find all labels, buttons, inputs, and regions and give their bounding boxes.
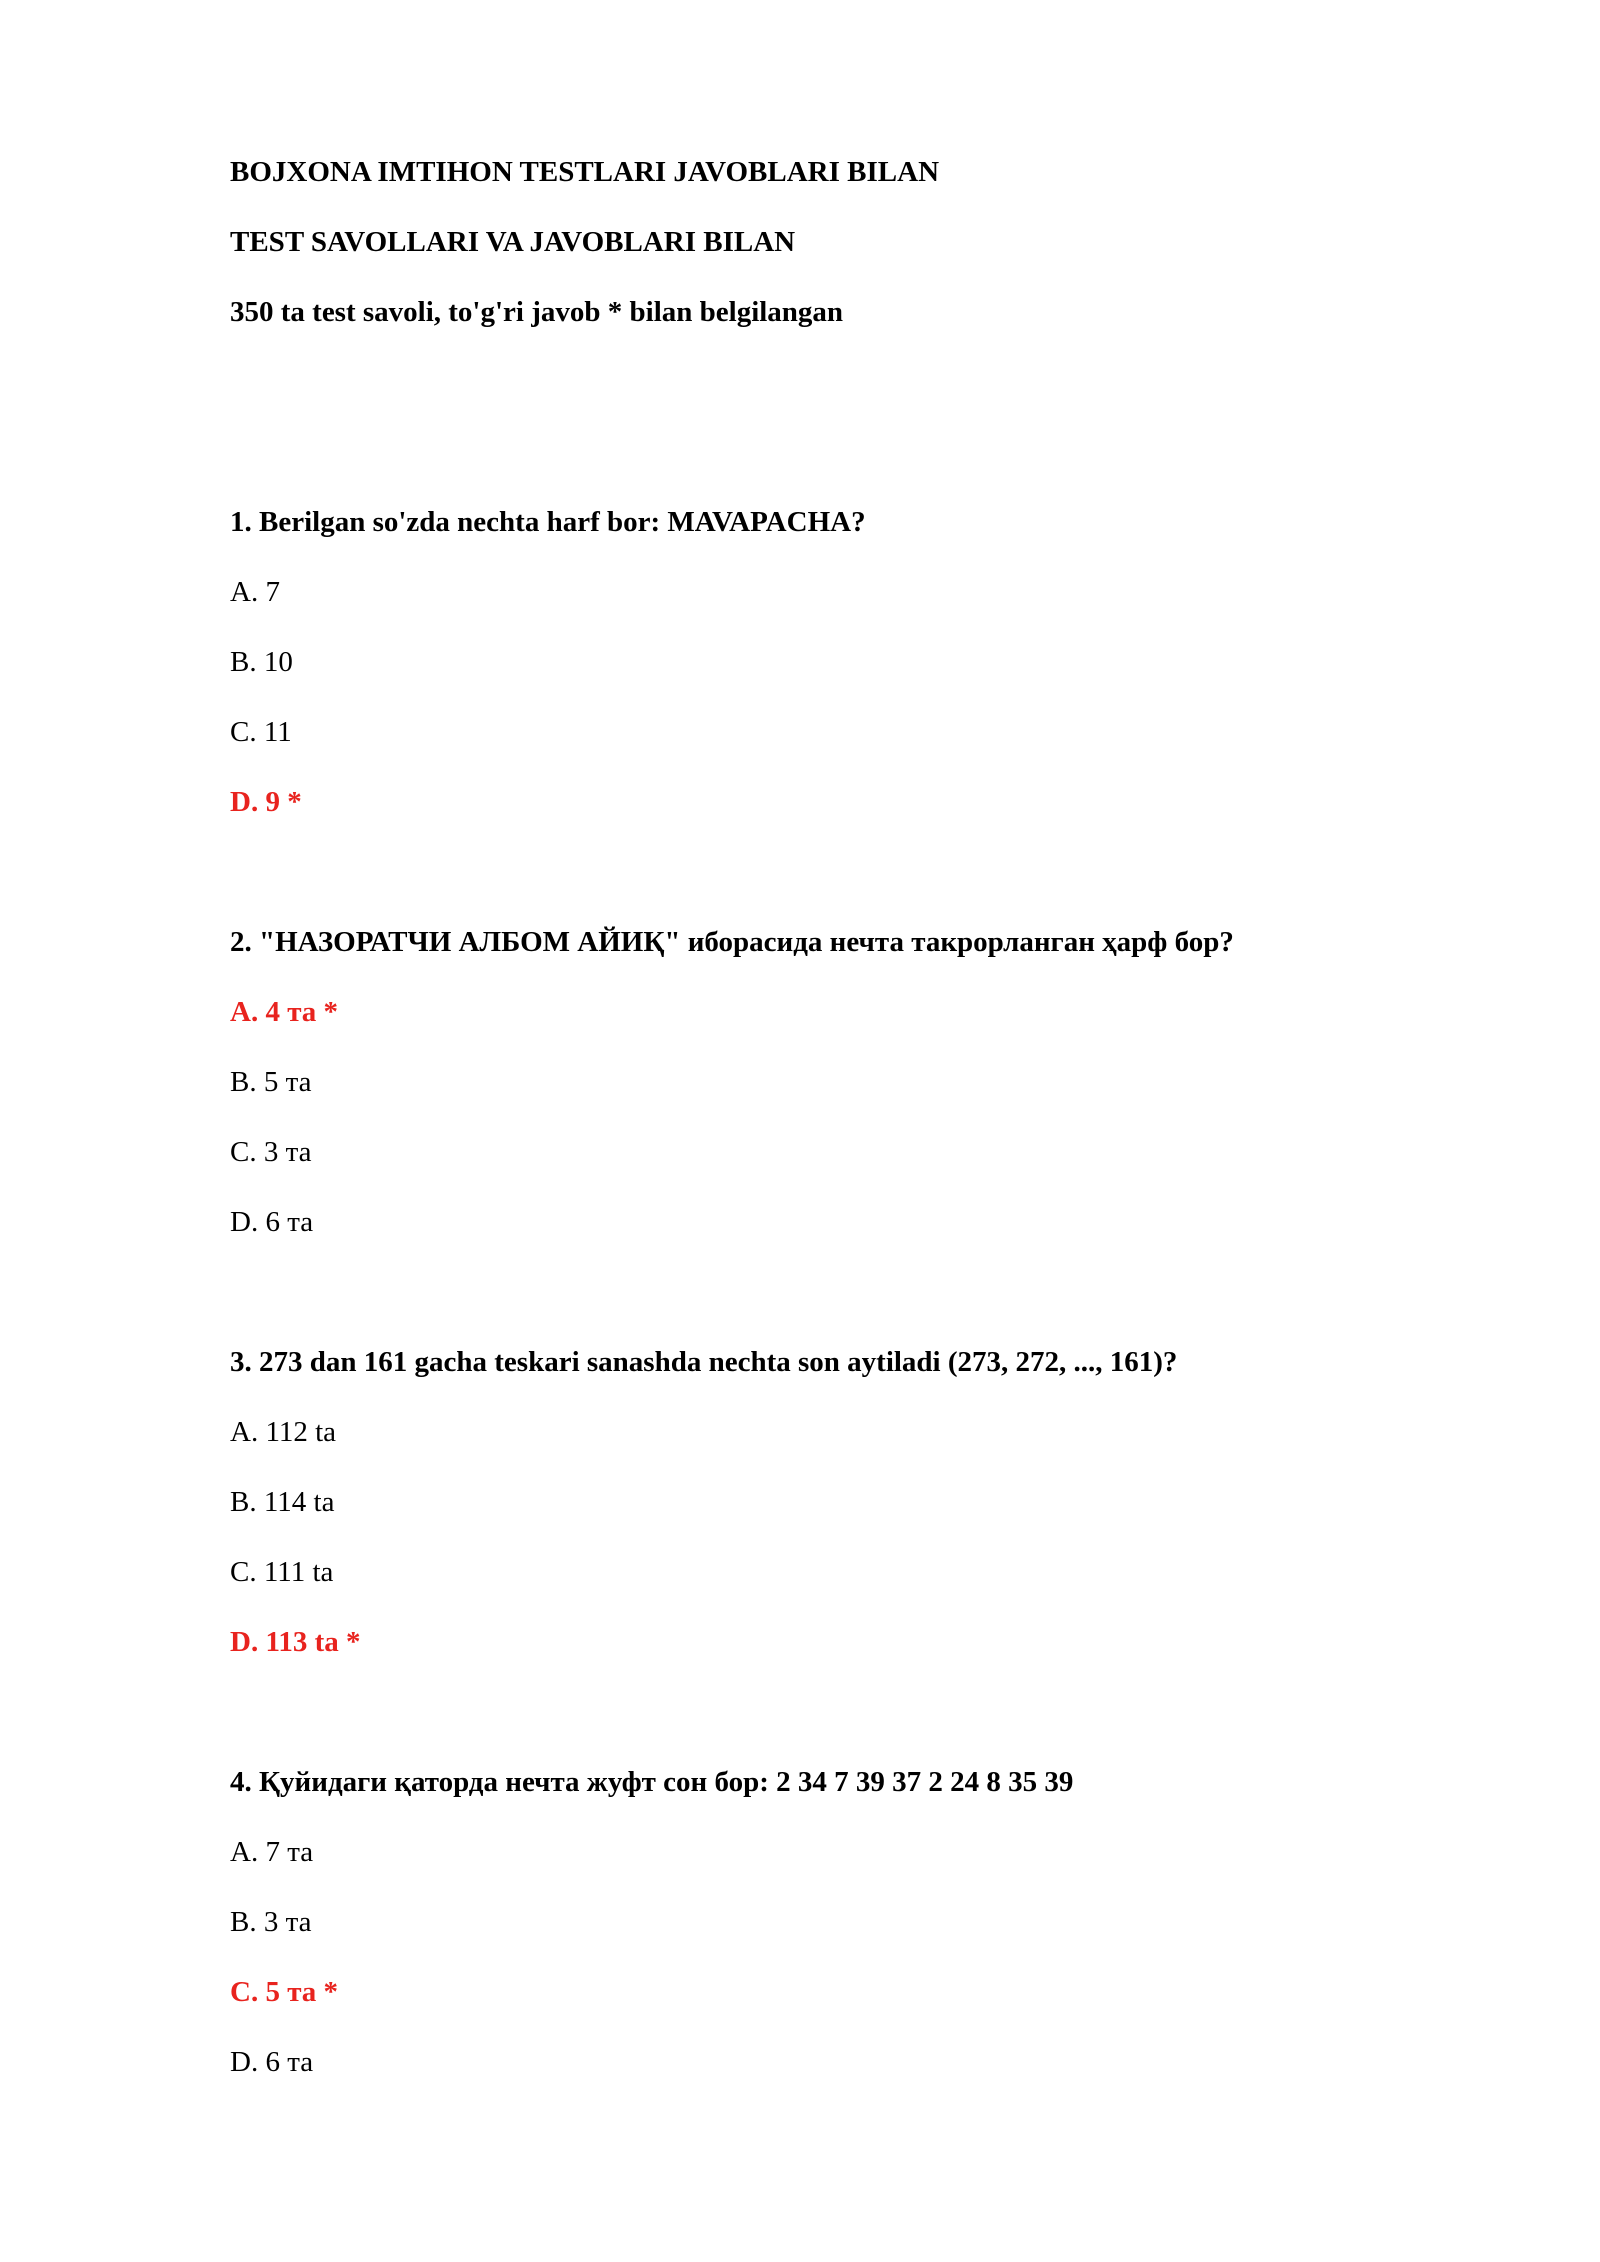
document-subtitle: TEST SAVOLLARI VA JAVOBLARI BILAN	[230, 226, 796, 258]
document-title: BOJXONA IMTIHON TESTLARI JAVOBLARI BILAN	[230, 156, 940, 188]
question-3-option-d: D. 113 ta *	[230, 1626, 361, 1658]
question-4-option-b: B. 3 та	[230, 1906, 312, 1938]
question-3-option-c: C. 111 ta	[230, 1556, 334, 1588]
question-1-option-d: D. 9 *	[230, 786, 302, 818]
question-3-text: 3. 273 dan 161 gacha teskari sanashda nechta son aytiladi (273, 272, ..., 161)?	[230, 1346, 1178, 1378]
question-4-option-c: C. 5 та *	[230, 1976, 339, 2008]
question-3-option-a: A. 112 ta	[230, 1416, 337, 1448]
question-4-text: 4. Қуйидаги қаторда нечта жуфт сон бор: 2 34 7 39 37 2 24 8 35 39	[230, 1766, 1074, 1798]
question-1-option-a: A. 7	[230, 576, 280, 608]
document-note: 350 ta test savoli, to'g'ri javob * bilan belgilangan	[230, 296, 844, 328]
question-2-option-c: C. 3 та	[230, 1136, 312, 1168]
question-2-option-b: B. 5 та	[230, 1066, 312, 1098]
question-4-option-d: D. 6 та	[230, 2046, 314, 2078]
question-1-text: 1. Berilgan so'zda nechta harf bor: MAVAPACHA?	[230, 506, 866, 538]
question-2-option-a: A. 4 та *	[230, 996, 339, 1028]
question-1-option-c: C. 11	[230, 716, 292, 748]
question-2-option-d: D. 6 та	[230, 1206, 314, 1238]
question-1-option-b: B. 10	[230, 646, 293, 678]
question-4-option-a: A. 7 та	[230, 1836, 314, 1868]
question-2-text: 2. "НАЗОРАТЧИ АЛБОМ АЙИҚ" иборасида нечта такрорланган ҳарф бор?	[230, 926, 1234, 958]
question-3-option-b: B. 114 ta	[230, 1486, 335, 1518]
